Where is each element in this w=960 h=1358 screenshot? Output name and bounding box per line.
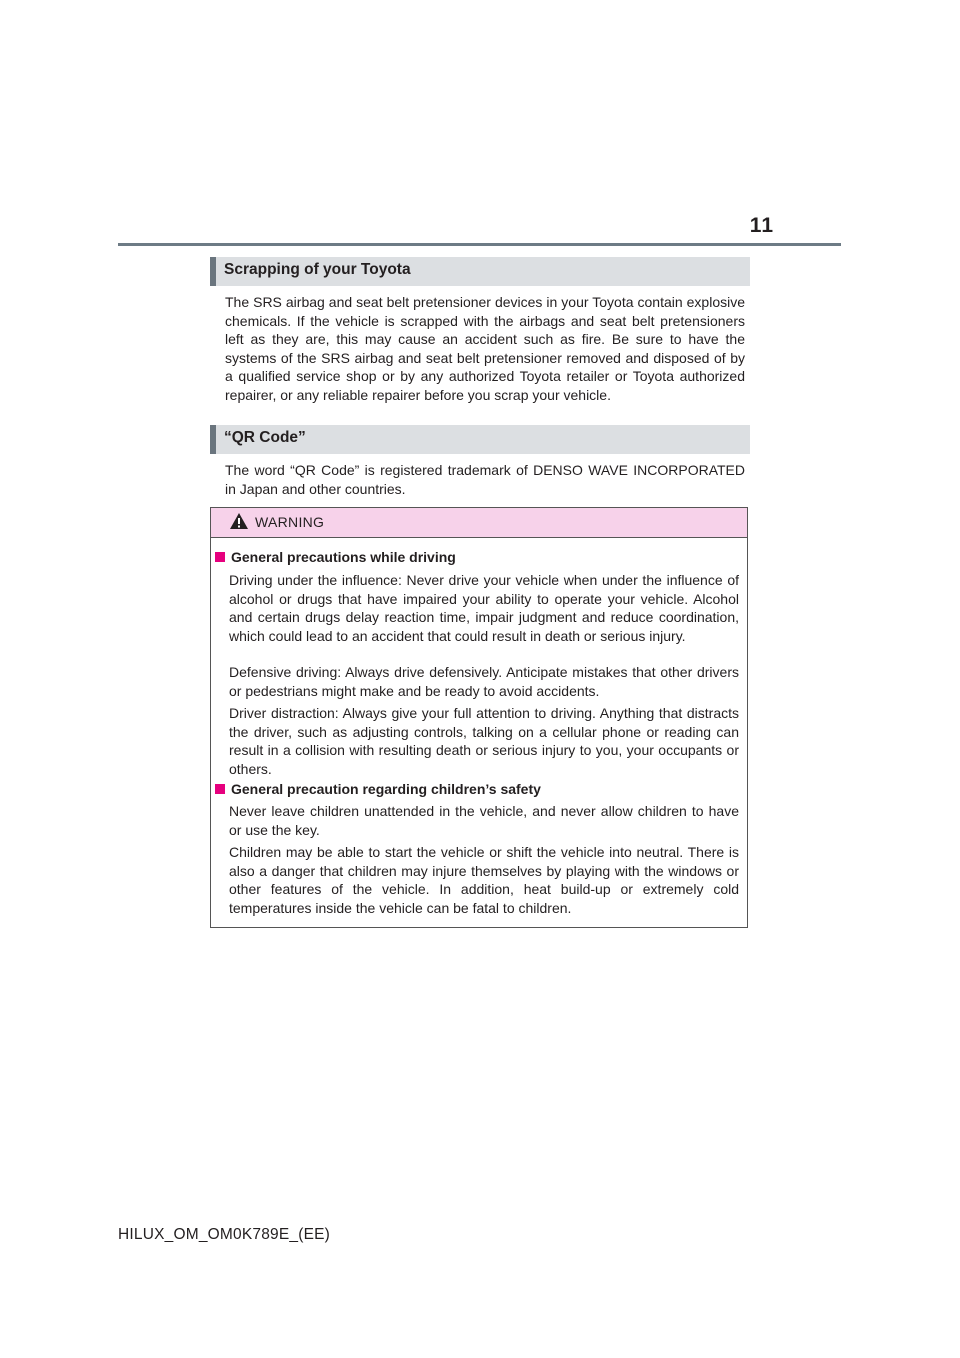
warning-paragraph: Never leave children unattended in the vehicle, and never allow children to have or use the key. — [229, 803, 739, 838]
warning-paragraph: Defensive driving: Always drive defensively. Anticipate mistakes that other drivers or pedestrians might make and be ready to avoid accidents. — [229, 664, 739, 699]
scrapping-paragraph: The SRS airbag and seat belt pretensioner devices in your Toyota contain explosive chemicals. If the vehicle is scrapped with the airbags and seat belt pretensioners left as they are, this may cause an accident such as fire. Be sure to have the systems of the SRS airbag and seat belt pretensioner removed and disposed of by a qualified service shop or by any authorized Toyota retailer or Toyota authorized repairer, or any reliable repairer before you scrap your vehicle. — [225, 294, 745, 403]
warning-item-heading: General precautions while driving — [215, 549, 456, 565]
section-title: “QR Code” — [224, 429, 306, 446]
section-title: Scrapping of your Toyota — [224, 261, 411, 278]
warning-header — [211, 508, 747, 538]
section-accent — [210, 257, 216, 286]
square-bullet-icon — [215, 552, 225, 562]
page-number: 11 — [749, 214, 774, 237]
warning-paragraph: Driver distraction: Always give your full attention to driving. Anything that distracts the driver, such as adjusting controls, talking on a cellular phone or reading can result in a collision with resulting death or serious injury to you, your occupants or others. — [229, 705, 739, 777]
header-rule — [118, 243, 841, 246]
qr-code-paragraph: The word “QR Code” is registered trademark of DENSO WAVE INCORPORATED in Japan and other countries. — [225, 462, 745, 497]
square-bullet-icon — [215, 784, 225, 794]
warning-paragraph: Driving under the influence: Never drive your vehicle when under the influence of alcohol or drugs that have impaired your ability to operate your vehicle. Alcohol and certain drugs delay reaction time, impair judgment and reduce coordination, which could lead to an accident that could result in death or serious injury. — [229, 572, 739, 644]
section-accent — [210, 425, 216, 454]
section-header-scrapping — [210, 257, 750, 286]
warning-label: WARNING — [255, 514, 325, 530]
warning-paragraph: Children may be able to start the vehicle or shift the vehicle into neutral. There is also a danger that children may injure themselves by playing with the windows or other features of the vehicle. In addition, heat build-up or extremely cold temperatures inside the vehicle can be fatal to children. — [229, 844, 739, 916]
footer-document-code: HILUX_OM_OM0K789E_(EE) — [118, 1226, 331, 1243]
section-header-qr-code — [210, 425, 750, 454]
warning-triangle-icon — [229, 512, 249, 530]
warning-box — [210, 507, 748, 928]
warning-item-heading: General precaution regarding children’s safety — [215, 781, 541, 797]
